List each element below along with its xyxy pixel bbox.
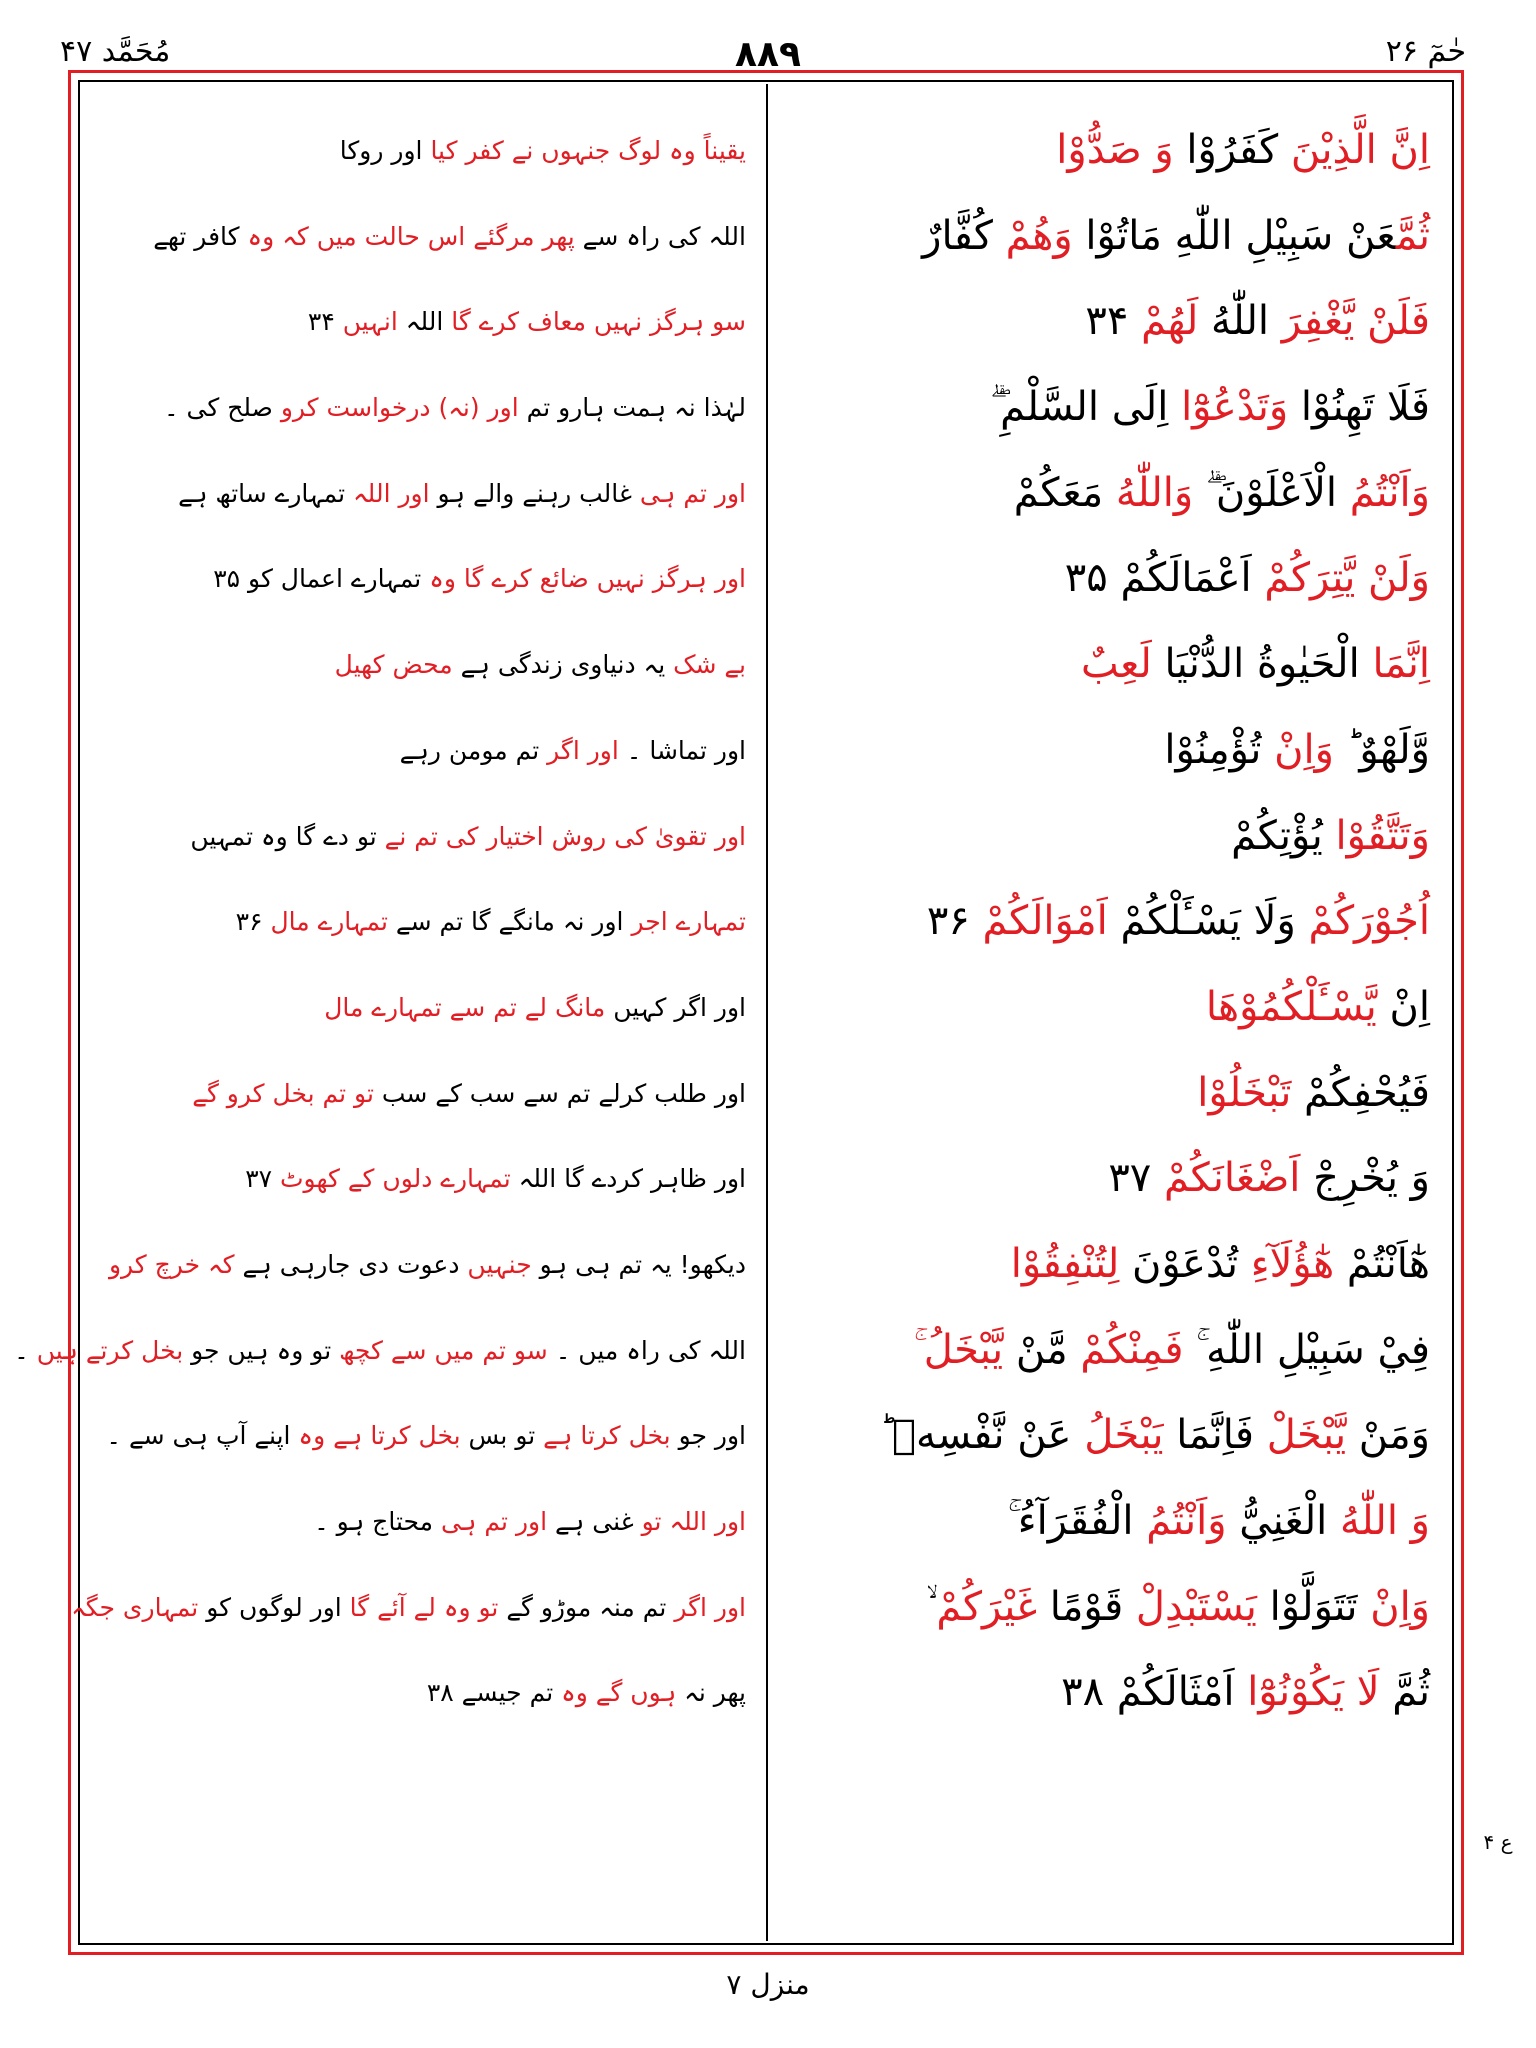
manzil-footer: منزل ۷ [726, 1968, 810, 2001]
arabic-line-10 [790, 879, 1430, 965]
urdu-segment-red: سو ہرگز نہیں معاف کرے گا [451, 307, 746, 337]
arabic-segment-black2: فَاِنَّمَا [1163, 1412, 1267, 1459]
arabic-line-1 [790, 108, 1430, 194]
arabic-segment-black: فَلَا تَهِنُوْا [1288, 384, 1430, 431]
urdu-segment-red3: تمہاری جگہ [71, 1592, 199, 1622]
arabic-segment-red3: غَيْرَكُمْ [936, 1583, 1038, 1630]
urdu-segment-red: تمہارے اجر [631, 907, 746, 937]
urdu-segment-red2: محض کھیل [334, 650, 453, 680]
urdu-segment-black: پھر نہ [676, 1678, 746, 1708]
urdu-segment-red: مانگ لے تم سے تمہارے مال [324, 992, 606, 1022]
urdu-line-17 [100, 1479, 746, 1565]
arabic-segment-black: كَفَرُوْا [1173, 127, 1291, 173]
arabic-segment-black: ثُمَّ [1379, 1669, 1430, 1716]
urdu-segment-black2: تو بس [460, 1421, 544, 1451]
urdu-segment-black: یہ دنیاوی زندگی ہے [452, 650, 674, 680]
urdu-line-16 [100, 1393, 746, 1479]
urdu-segment-red: جنہیں [467, 1249, 532, 1279]
urdu-line-1 [100, 108, 746, 194]
arabic-segment-red: يَّبْخَلْ [1266, 1412, 1347, 1459]
urdu-segment-red: اور تقویٰ کی روش اختیار کی تم نے [384, 821, 746, 851]
arabic-line-16 [790, 1393, 1430, 1479]
urdu-segment-black2: صلح کی ۔ [163, 393, 281, 423]
arabic-segment-red: لَا يَكُوْنُوْٓا [1247, 1669, 1380, 1716]
arabic-segment-red: وَتَدْعُوْٓا [1181, 384, 1289, 431]
arabic-segment-black2: مَّنْ [1003, 1326, 1081, 1373]
urdu-segment-black: دیکھو! یہ تم ہی ہو [531, 1249, 746, 1279]
arabic-segment-black3: ۙ [926, 1583, 937, 1630]
arabic-segment-black3: عَنْ نَّفْسِهٖ ؕ [879, 1412, 1085, 1459]
urdu-segment-red: یقیناً وہ لوگ جنہوں نے کفر کیا [430, 136, 746, 165]
arabic-segment-black2: قَوْمًا [1037, 1583, 1136, 1630]
urdu-segment-black: اور طلب کرلے تم سے سب کے سب [373, 1078, 746, 1108]
arabic-segment-red2: يَّبْخَلُ ۚ [913, 1326, 1004, 1373]
arabic-segment-black3: كُفَّارٌ [922, 212, 1006, 259]
urdu-line-2 [100, 194, 746, 280]
arabic-segment-red: وَاِنْ [1274, 726, 1334, 773]
urdu-segment-red: تو تم بخل کرو گے [192, 1078, 374, 1108]
arabic-segment-black2: تُؤْمِنُوْا [1164, 726, 1275, 773]
urdu-segment-black: اور نہ مانگے گا تم سے [387, 907, 632, 937]
arabic-segment-red2: يَسْتَبْدِلْ [1135, 1583, 1257, 1630]
arabic-segment-black: عَنْ سَبِيْلِ اللّٰهِ [1161, 212, 1396, 259]
column-divider [766, 84, 768, 1941]
surah-title: مُحَمَّد ۴۷ [60, 34, 171, 69]
urdu-segment-black2: ۳۴ [307, 307, 343, 337]
arabic-segment-black: هٰٓاَنْتُمْ [1334, 1240, 1430, 1287]
urdu-segment-red2: بخل کرتے ہیں [36, 1335, 184, 1365]
urdu-segment-black2: ۳۷ [245, 1164, 281, 1194]
arabic-segment-red2: لِتُنْفِقُوْا [1010, 1240, 1120, 1287]
urdu-segment-red2: اور تم ہی [440, 1507, 548, 1536]
urdu-line-15 [14, 1308, 746, 1394]
arabic-segment-black: وَلَا يَسْـَٔلْكُمْ [1107, 898, 1309, 945]
urdu-segment-black2: تم مومن رہے [399, 735, 548, 765]
urdu-segment-black2: تو وہ ہیں جو [183, 1335, 340, 1365]
arabic-segment-red: هٰٓؤُلَآءِ [1250, 1240, 1335, 1287]
arabic-segment-black: يُؤْتِكُمْ [1231, 812, 1336, 859]
urdu-segment-red2: انہیں [342, 307, 398, 337]
arabic-line-6 [790, 536, 1430, 622]
arabic-segment-red: اِنَّمَا [1372, 641, 1430, 688]
arabic-segment-black: اَعْمَالَكُمْ ۳۵ [1064, 555, 1265, 602]
arabic-segment-black2: اَمْثَالَكُمْ ۳۸ [1061, 1669, 1248, 1716]
arabic-segment-red2: اَمْوَالَكُمْ [982, 898, 1108, 945]
urdu-segment-red2: بخل کرتا ہے وہ [298, 1421, 461, 1451]
urdu-segment-black3: اپنے آپ ہی سے ۔ [106, 1421, 299, 1451]
urdu-segment-red: بے شک [673, 650, 746, 680]
urdu-segment-red: بخل کرتا ہے [543, 1421, 671, 1451]
arabic-segment-red2: وَاللّٰهُ [1115, 469, 1194, 516]
arabic-segment-red: ثُمَّ [1395, 212, 1430, 259]
arabic-segment-black: اِنْ [1376, 983, 1430, 1030]
urdu-segment-red: اور اللہ تو [641, 1507, 746, 1536]
arabic-segment-red2: وَهُمْ [1005, 212, 1073, 259]
urdu-line-19 [100, 1650, 746, 1736]
arabic-segment-black: وَ يُخْرِجْ [1300, 1155, 1430, 1202]
arabic-segment-red: وَلَنْ يَّتِرَكُمْ [1264, 555, 1430, 602]
urdu-segment-black2: اور لوگوں کو [198, 1592, 350, 1622]
urdu-line-9 [100, 794, 746, 880]
arabic-segment-black: اللّٰهُ [1198, 298, 1282, 345]
urdu-segment-red2: تو وہ لے آئے گا [349, 1592, 499, 1622]
urdu-segment-black: اللہ کی راہ میں ۔ [547, 1335, 746, 1365]
urdu-segment-red2: کہ خرچ کرو [108, 1249, 235, 1279]
arabic-segment-black2: ۳۴ [1085, 298, 1142, 345]
arabic-segment-black2: مَعَكُمْ [1013, 469, 1116, 516]
urdu-segment-black: اور ظاہر کردے گا اللہ [510, 1164, 746, 1194]
arabic-segment-red: وَاَنْتُمُ [1349, 469, 1430, 516]
urdu-segment-red: اور (نہ) درخواست کرو [280, 393, 519, 423]
arabic-segment-black: تَتَوَلَّوْا [1256, 1583, 1371, 1630]
arabic-line-17 [790, 1479, 1430, 1565]
urdu-segment-black3: ۔ [14, 1335, 37, 1365]
arabic-line-8 [790, 708, 1430, 794]
arabic-line-9 [790, 794, 1430, 880]
arabic-segment-red: اَضْغَانَكُمْ [1164, 1155, 1301, 1202]
urdu-segment-red: اور اگر [547, 735, 619, 765]
urdu-segment-black: اللہ [397, 307, 452, 337]
urdu-segment-black: اور تماشا ۔ [618, 735, 746, 765]
urdu-line-14 [100, 1222, 746, 1308]
urdu-segment-red: اور اگر [674, 1592, 746, 1622]
arabic-segment-red: تَبْخَلُوْا [1197, 1069, 1292, 1116]
urdu-segment-black2: محتاج ہو ۔ [314, 1507, 441, 1536]
urdu-line-3 [100, 279, 746, 365]
arabic-line-2 [790, 194, 1430, 280]
urdu-segment-black: تمہارے اعمال کو ۳۵ [213, 564, 430, 594]
urdu-line-5 [100, 451, 746, 537]
arabic-line-19 [790, 1650, 1430, 1736]
arabic-line-3 [790, 279, 1430, 365]
arabic-segment-black2: ۳۶ [926, 898, 983, 945]
urdu-segment-black: غنی ہے [547, 1507, 642, 1536]
arabic-segment-red2: يَبْخَلُ [1084, 1412, 1164, 1459]
arabic-segment-red: اُجُوْرَكُمْ [1308, 898, 1430, 945]
arabic-line-14 [790, 1222, 1430, 1308]
urdu-line-11 [100, 965, 746, 1051]
arabic-segment-black: فَيُحْفِكُمْ [1291, 1069, 1430, 1116]
urdu-segment-black2: تمہارے ساتھ ہے [178, 478, 354, 508]
arabic-segment-red: وَتَتَّقُوْا [1335, 812, 1430, 859]
arabic-line-13 [790, 1136, 1430, 1222]
urdu-segment-red: سو تم میں سے کچھ [339, 1335, 548, 1365]
urdu-line-4 [100, 365, 746, 451]
arabic-segment-red: يَّسْـَٔلْكُمُوْهَا [1205, 983, 1377, 1030]
urdu-line-10 [100, 879, 746, 965]
urdu-segment-red: اور ہرگز نہیں ضائع کرے گا وہ [429, 564, 746, 594]
arabic-text-column [790, 108, 1430, 1736]
arabic-segment-red: وَ اللّٰهُ [1339, 1498, 1430, 1544]
urdu-segment-black2: تم جیسے ۳۸ [426, 1678, 562, 1708]
arabic-segment-black2: ۳۷ [1108, 1155, 1164, 1202]
arabic-line-15 [790, 1308, 1430, 1394]
urdu-translation-column [14, 108, 746, 1736]
urdu-segment-black: تم منہ موڑو گے [498, 1592, 675, 1622]
arabic-segment-red: فَمِنْكُمْ [1080, 1326, 1184, 1373]
urdu-segment-black2: کافر تھے [153, 221, 248, 251]
urdu-segment-red: پھر مرگئے اس حالت میں کہ وہ [247, 221, 575, 251]
urdu-segment-black: اور روکا [339, 136, 431, 165]
arabic-segment-black: الْاَعْلَوْنَ ۖۗ [1193, 469, 1350, 516]
arabic-segment-black: وَّلَهْوٌ ؕ [1333, 726, 1430, 773]
arabic-line-12 [790, 1051, 1430, 1137]
urdu-line-7 [100, 622, 746, 708]
arabic-segment-black2: الْفُقَرَآءُ ۚ [1007, 1498, 1147, 1544]
arabic-line-11 [790, 965, 1430, 1051]
arabic-segment-black: وَمَنْ [1346, 1412, 1430, 1459]
arabic-segment-black: الْحَيٰوةُ الدُّنْيَا [1151, 641, 1373, 688]
urdu-line-8 [100, 708, 746, 794]
arabic-segment-red: اِنَّ الَّذِيْنَ [1290, 127, 1430, 173]
arabic-line-4 [790, 365, 1430, 451]
arabic-segment-black: فِيْ سَبِيْلِ اللّٰهِ ۚ [1183, 1326, 1430, 1373]
arabic-segment-black2: مَاتُوْا [1072, 212, 1162, 259]
urdu-segment-red: تمہارے دلوں کے کھوٹ [280, 1164, 511, 1194]
arabic-segment-black: الْغَنِيُّ [1226, 1498, 1340, 1544]
page-number: ۸۸۹ [735, 34, 801, 75]
urdu-segment-black: اللہ کی راہ سے [574, 221, 746, 251]
juz-title: حٰمٓ ۲۶ [1385, 34, 1466, 69]
urdu-segment-black: غالب رہنے والے ہو [429, 478, 640, 508]
arabic-segment-red: وَاِنْ [1370, 1583, 1430, 1630]
arabic-line-7 [790, 622, 1430, 708]
arabic-segment-red2: وَ صَدُّوْا [1056, 127, 1174, 173]
urdu-segment-black: اور اگر کہیں [605, 992, 746, 1022]
urdu-segment-red: اور تم ہی [639, 478, 746, 508]
urdu-line-12 [100, 1051, 746, 1137]
urdu-segment-black: لہٰذا نہ ہمت ہارو تم [518, 393, 746, 423]
urdu-segment-black2: دعوت دی جارہی ہے [234, 1249, 468, 1279]
arabic-segment-black2: تُدْعَوْنَ [1119, 1240, 1251, 1287]
urdu-segment-red: ہوں گے وہ [561, 1678, 677, 1708]
urdu-segment-black: اور جو [670, 1421, 746, 1451]
urdu-segment-red2: اور اللہ [353, 478, 430, 508]
urdu-line-6 [100, 536, 746, 622]
arabic-segment-red2: وَاَنْتُمُ [1146, 1498, 1227, 1544]
urdu-line-13 [100, 1136, 746, 1222]
urdu-segment-red2: تمہارے مال [270, 907, 388, 937]
arabic-line-18 [790, 1565, 1430, 1651]
arabic-segment-red2: لَهُمْ [1141, 298, 1199, 345]
arabic-line-5 [790, 451, 1430, 537]
arabic-segment-red2: لَعِبٌ [1081, 641, 1152, 688]
urdu-segment-black: تو دے گا وہ تمہیں [190, 821, 385, 851]
ruku-marker: ع ۴ [1483, 1830, 1513, 1854]
arabic-segment-black2: اِلَى السَّلْمِ ۖۗ [990, 384, 1182, 431]
urdu-line-18 [71, 1565, 746, 1651]
arabic-segment-red: فَلَنْ يَّغْفِرَ [1281, 298, 1430, 345]
urdu-segment-black2: ۳۶ [235, 907, 271, 937]
